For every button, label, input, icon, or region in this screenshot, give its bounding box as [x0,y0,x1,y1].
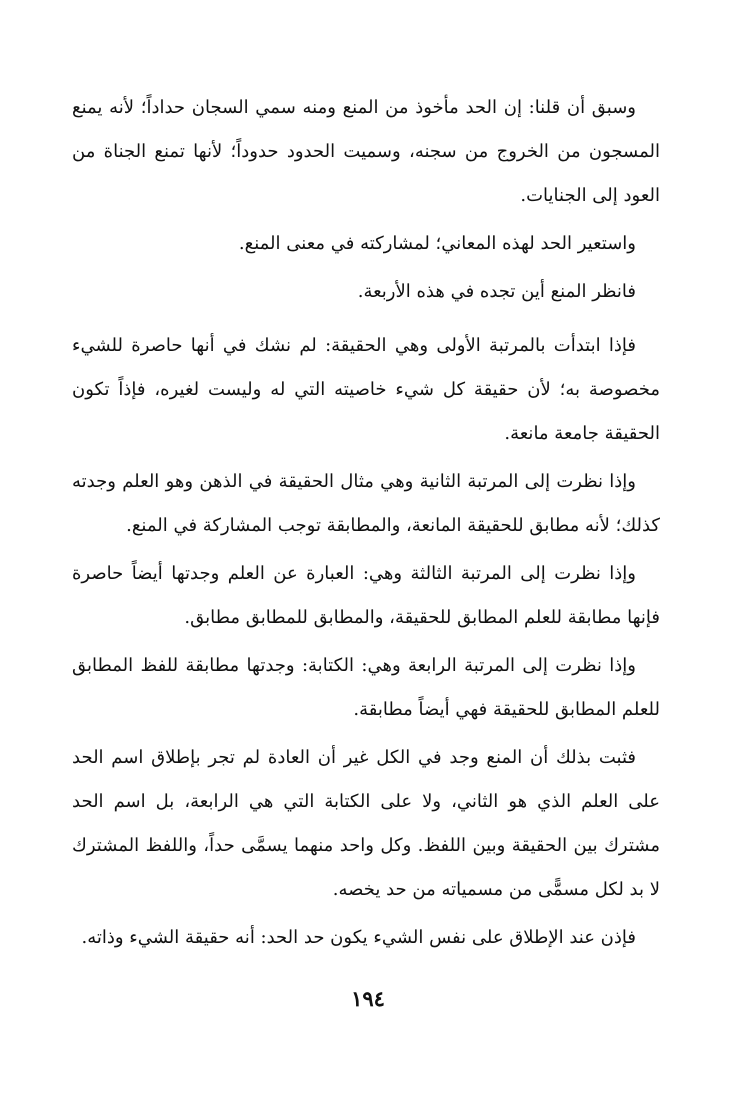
paragraph-4: فإذا ابتدأت بالمرتبة الأولى وهي الحقيقة: لم نشك في أنها حاصرة للشيء مخصوصة به؛ لأن حقيقة كل شيء خاصيته التي له وليست لغيره، فإذاً تكون الحقيقة جامعة مانعة. [72,335,660,444]
paragraph-3: فانظر المنع أين تجده في هذه الأربعة. [357,281,636,302]
paragraph-2: واستعير الحد لهذه المعاني؛ لمشاركته في معنى المنع. [238,233,636,254]
paragraph-5: وإذا نظرت إلى المرتبة الثانية وهي مثال الحقيقة في الذهن وهو العلم وجدته كذلك؛ لأنه مطابق للحقيقة المانعة، والمطابقة توجب المشاركة في المنع. [72,471,660,536]
paragraph-9: فإذن عند الإطلاق على نفس الشيء يكون حد الحد: أنه حقيقة الشيء وذاته. [81,927,636,948]
page-number: ١٩٤ [351,986,385,1011]
paragraph-8: فثبت بذلك أن المنع وجد في الكل غير أن العادة لم تجر بإطلاق اسم الحد على العلم الذي هو الثاني، ولا على الكتابة التي هي الرابعة، بل اسم الحد مشترك بين الحقيقة وبين اللفظ. وكل واحد منهما يسمَّى حداً، واللفظ المشترك لا بد لكل مسمًّى من مسمياته من حد يخصه. [72,747,660,900]
paragraph-6: وإذا نظرت إلى المرتبة الثالثة وهي: العبارة عن العلم وجدتها أيضاً حاصرة فإنها مطابقة للعلم المطابق للحقيقة، والمطابق للمطابق مطابق. [72,563,660,628]
page-body [72,86,660,964]
paragraph-7: وإذا نظرت إلى المرتبة الرابعة وهي: الكتابة: وجدتها مطابقة للفظ المطابق للعلم المطابق للحقيقة فهي أيضاً مطابقة. [72,655,660,720]
paragraph-1: وسبق أن قلنا: إن الحد مأخوذ من المنع ومنه سمي السجان حداداً؛ لأنه يمنع المسجون من الخروج من سجنه، وسميت الحدود حدوداً؛ لأنها تمنع الجناة من العود إلى الجنايات. [72,97,660,206]
